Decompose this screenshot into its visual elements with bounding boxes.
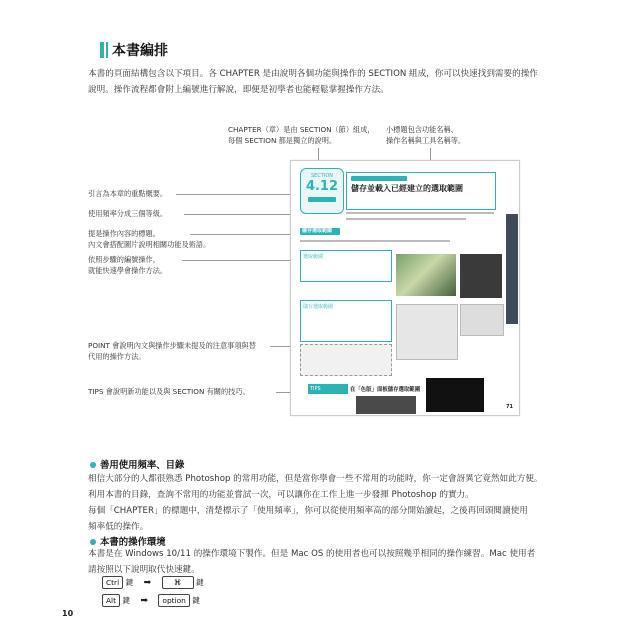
thumbnail-subhead: 儲存選取範圍 xyxy=(302,228,333,234)
callout-chapter-line-2: 每個 SECTION 都是獨立的說明。 xyxy=(228,136,337,145)
thumbnail-section-badge xyxy=(300,168,344,214)
thumbnail-intro-line-2 xyxy=(346,218,466,220)
key-command: ⌘ xyxy=(162,576,194,589)
thumbnail-photo xyxy=(396,254,456,296)
thumbnail-tips-badge xyxy=(308,384,348,394)
key-alt-word: 鍵 xyxy=(122,596,131,605)
heading-accent-bar-thin xyxy=(106,42,108,58)
thumbnail-dialog-screenshot xyxy=(396,304,458,360)
shortcut-row-ctrl xyxy=(102,576,204,589)
callout-steps xyxy=(88,254,167,276)
callout-target-line-2: 內文會搭配圖片說明相關功能及術語。 xyxy=(88,240,211,249)
leader-target xyxy=(190,234,298,235)
shortcut-row-alt xyxy=(102,594,200,607)
key-option-word: 鍵 xyxy=(192,596,200,605)
callout-steps-line-2: 就能快速學會操作方法。 xyxy=(88,266,168,275)
thumbnail-panel-screenshot xyxy=(460,254,502,298)
section-env-line-1: 本書是在 Windows 10/11 的操作環境下製作。但是 Mac OS 的使用者也可以按照幾乎相同的操作練習。Mac 使用者 xyxy=(88,549,536,559)
thumbnail-step-2-label: 儲存選取範圍 xyxy=(303,304,334,310)
thumbnail-section-number: 4.12 xyxy=(305,179,339,194)
section-usage-line-2: 利用本書的目錄，查詢不常用的功能並嘗試一次，可以讓你在工作上進一步發揮 Photoshop 的實力。 xyxy=(88,490,474,500)
thumbnail-heading-box xyxy=(346,172,496,210)
thumbnail-frequency-bar xyxy=(308,197,336,202)
thumbnail-chapter-strip xyxy=(506,214,518,324)
key-alt: Alt xyxy=(102,594,120,607)
section-usage-body xyxy=(88,471,558,535)
thumbnail-channels-panel xyxy=(356,396,416,414)
thumbnail-dialog-screenshot-2 xyxy=(460,304,504,336)
intro-line-2: 說明。操作流程都會附上編號進行解說，即便是初學者也能輕鬆掌握操作方法。 xyxy=(88,85,389,95)
arrow-right-icon: ➡ xyxy=(143,578,152,588)
callout-frequency: 使用頻率分成三個等級。 xyxy=(88,209,168,218)
thumbnail-point-box xyxy=(300,344,392,376)
callout-subtitle-line-2: 操作名稱與工具名稱等。 xyxy=(386,136,466,145)
callout-subtitle-line-1: 小標題包含功能名稱、 xyxy=(386,125,458,134)
callout-tips: TIPS 會說明新功能以及與 SECTION 有關的技巧。 xyxy=(88,387,250,396)
thumbnail-heading: 儲存並載入已經建立的選取範圍 xyxy=(351,184,463,193)
thumbnail-step-1 xyxy=(300,250,392,282)
heading-accent-bar xyxy=(100,42,104,58)
thumbnail-tips-label: TIPS xyxy=(310,386,321,392)
section-env-body xyxy=(88,546,558,578)
key-ctrl: Ctrl xyxy=(102,576,123,589)
section-env-title: 本書的操作環境 xyxy=(100,537,166,548)
thumbnail-tips-text: 在「色版」面板儲存選取範圍 xyxy=(350,387,421,393)
callout-overview: 引言為本章的重點概要。 xyxy=(88,189,168,198)
thumbnail-step-1-label: 選取範圍 xyxy=(303,254,324,260)
page-number: 10 xyxy=(62,609,74,618)
leader-steps xyxy=(182,260,298,261)
callout-chapter xyxy=(228,124,375,146)
page-heading: 本書編排 xyxy=(112,43,168,59)
intro-paragraph xyxy=(88,66,548,98)
callout-subtitle xyxy=(386,124,465,146)
callout-target xyxy=(88,228,210,250)
thumbnail-intro-line xyxy=(346,212,494,214)
section-usage-line-3: 每個「CHAPTER」的標題中，清楚標示了「使用頻率」，你可以從使用頻率高的部分開始讀起，之後再回頭閱讀使用 xyxy=(88,506,528,516)
thumbnail-page-number: 71 xyxy=(506,404,513,410)
thumbnail-section-label: SECTION xyxy=(310,173,334,179)
thumbnail-step-2 xyxy=(300,300,392,342)
thumbnail-heading-tag xyxy=(351,176,407,181)
callout-point xyxy=(88,340,256,362)
section-usage-line-4: 頻率低的操作。 xyxy=(88,522,149,532)
callout-steps-line-1: 依照步驟的編號操作， xyxy=(88,255,160,264)
section-usage-title: 善用使用頻率、目錄 xyxy=(100,460,185,471)
intro-line-1: 本書的頁面結構包含以下項目。各 CHAPTER 是由說明各個功能與操作的 SECTION 組成，你可以快速找到需要的操作 xyxy=(88,69,538,79)
key-command-word: 鍵 xyxy=(195,578,204,587)
section-usage-line-1: 相信大部分的人都很熟悉 Photoshop 的常用功能，但是當你學會一些不常用的功能時，你一定會訝異它竟然如此方便。 xyxy=(88,474,543,484)
section-usage-bullet xyxy=(90,462,96,468)
callout-chapter-line-1: CHAPTER（章）是由 SECTION（節）組成， xyxy=(228,125,375,134)
callout-point-line-1: POINT 會說明內文與操作步驟未提及的注意事項與替 xyxy=(88,341,256,350)
thumbnail-body-line xyxy=(300,240,450,242)
key-ctrl-word: 鍵 xyxy=(125,578,134,587)
callout-target-line-1: 提是操作內容的標題。 xyxy=(88,229,160,238)
thumbnail-mask-image xyxy=(426,378,484,412)
section-env-line-2: 請按照以下說明取代快速鍵。 xyxy=(88,565,200,575)
callout-point-line-2: 代用的操作方法。 xyxy=(88,352,146,361)
section-env-bullet xyxy=(90,539,96,545)
key-option: option xyxy=(158,594,189,607)
arrow-right-icon: ➡ xyxy=(140,596,148,606)
